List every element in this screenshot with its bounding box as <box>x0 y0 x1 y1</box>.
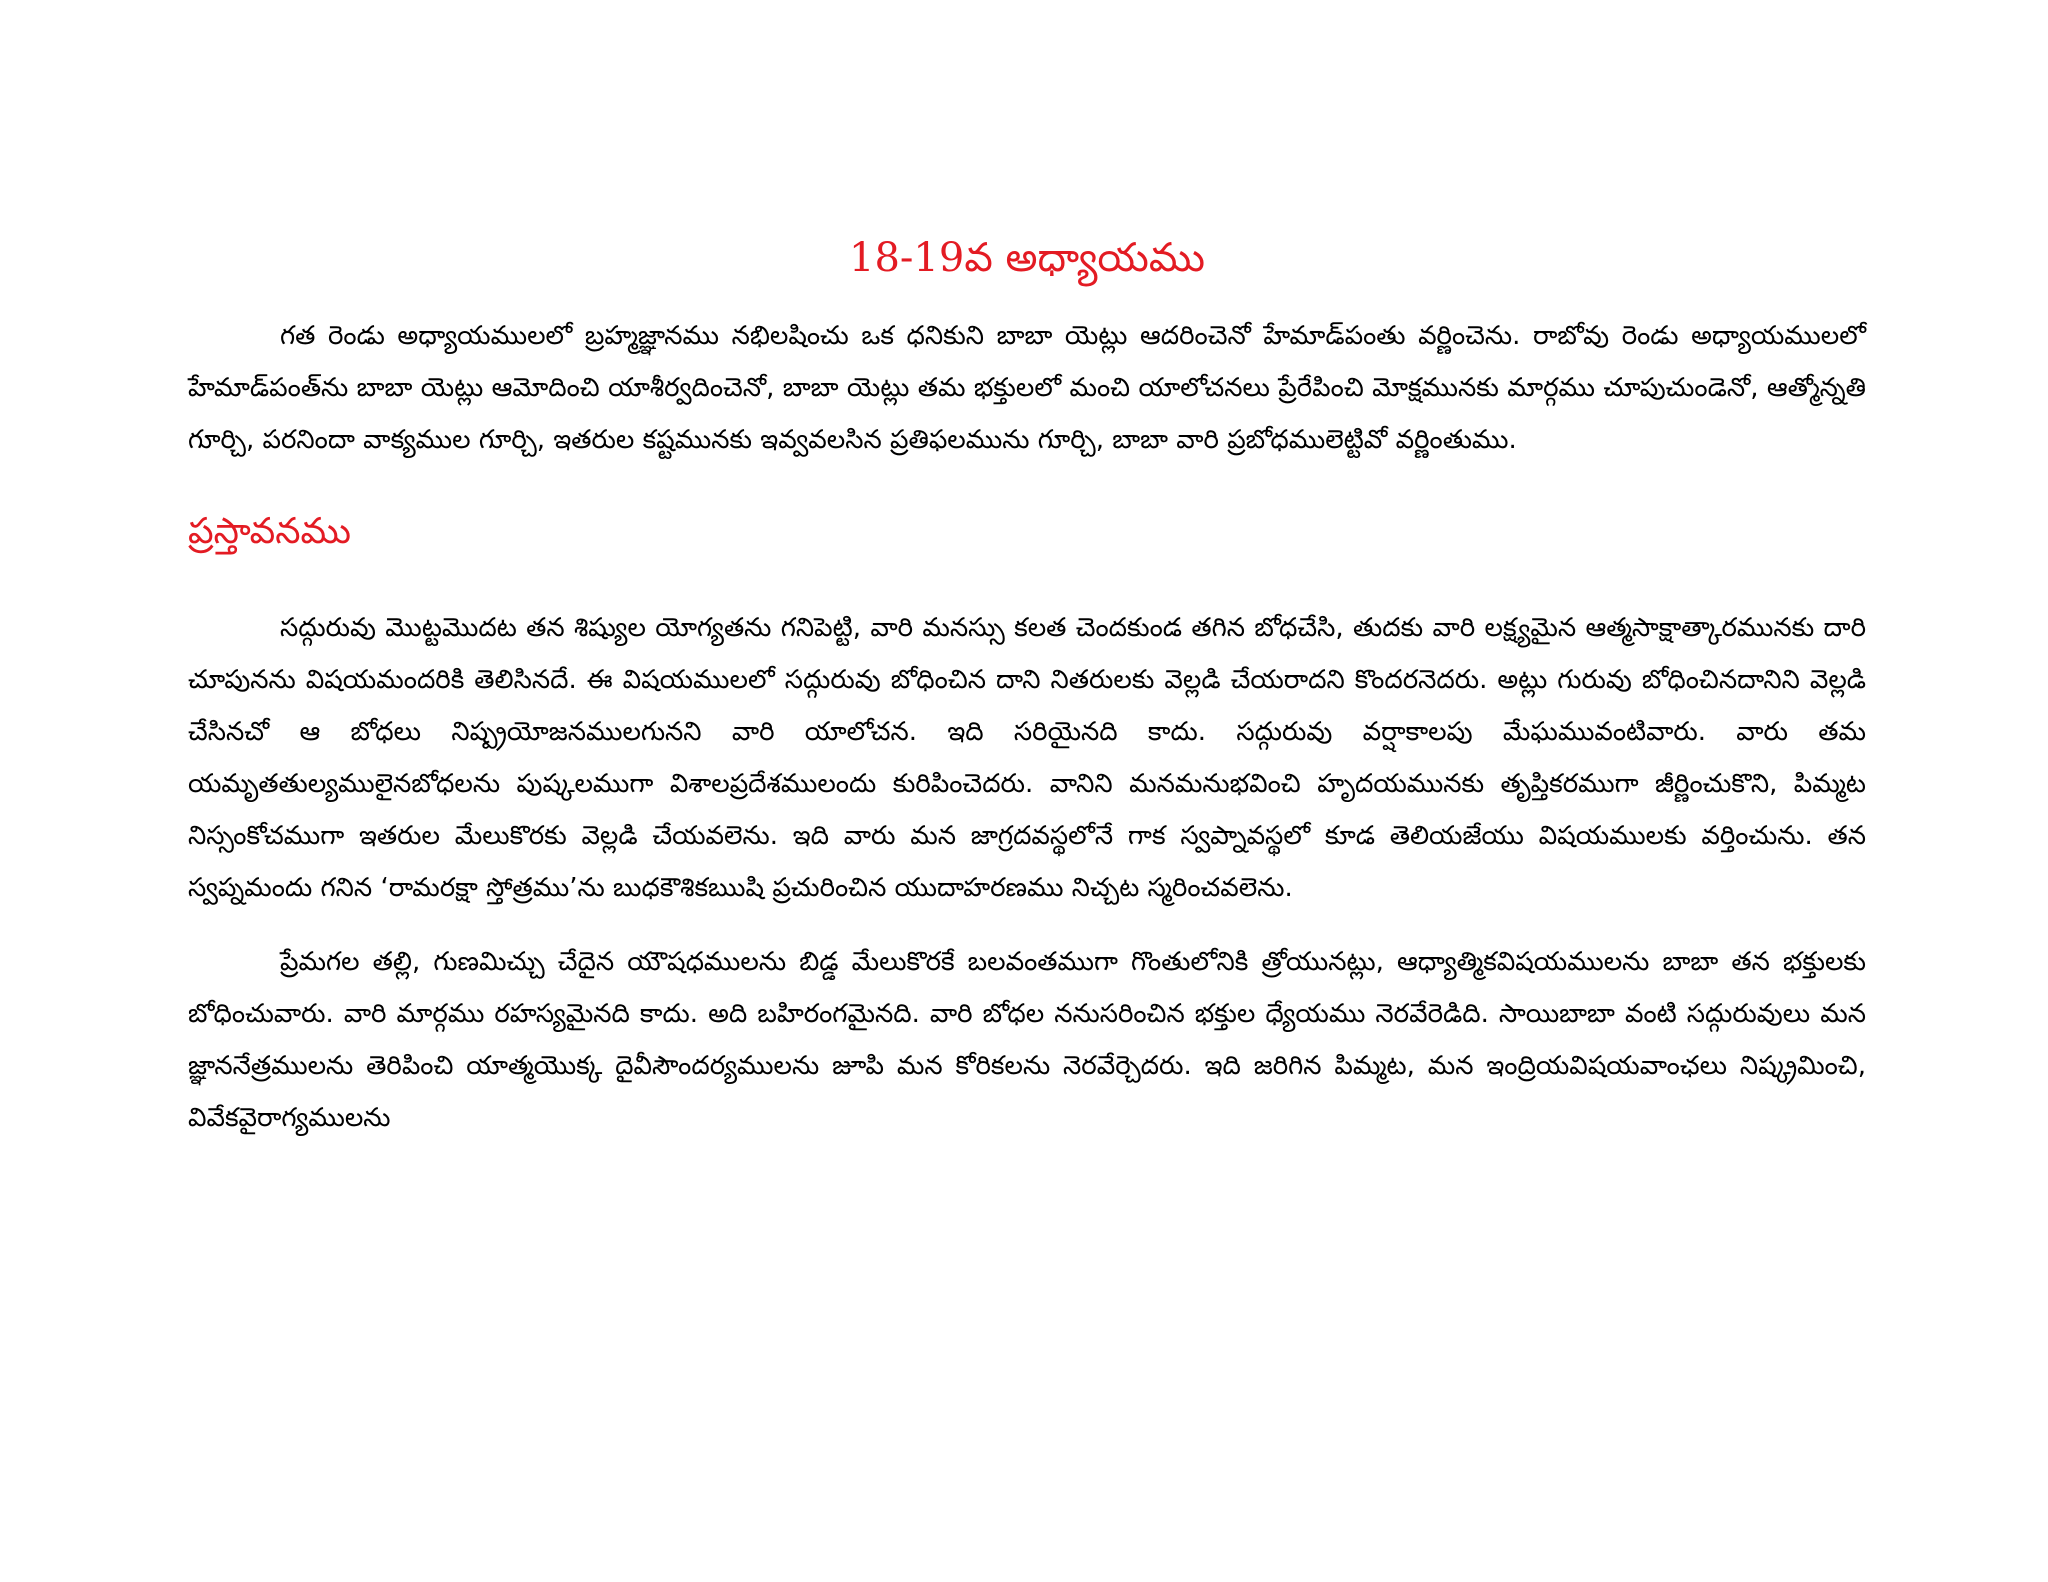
chapter-title: 18-19వ అధ్యాయము <box>849 235 1205 281</box>
body-paragraph-2: ప్రేమగల తల్లి, గుణమిచ్చు చేదైన యౌషధములను బిడ్డ మేలుకొరకే బలవంతముగా గొంతులోనికి త్రోయునట్లు, ఆధ్యాత్మికవిషయములను బాబా తన భక్తులకు బోధించువారు. వారి మార్గము రహస్యమైనది కాదు. అది బహిరంగమైనది. వారి బోధల ననుసరించిన భక్తుల ధ్యేయము నెరవేరెడిది. సాయిబాబా వంటి సద్గురువులు మన జ్ఞాననేత్రములను తెరిపించి యాత్మయొక్క దైవీసౌందర్యములను జూపి మన కోరికలను నెరవేర్చెదరు. ఇది జరిగిన పిమ్మట, మన ఇంద్రియవిషయవాంఛలు నిష్క్రమించి, వివేకవైరాగ్యములను <box>188 947 1866 1133</box>
document-page <box>188 230 1866 1144</box>
section-heading: ప్రస్తావనము <box>188 511 352 552</box>
body-paragraph-1: సద్గురువు మొట్టమొదట తన శిష్యుల యోగ్యతను గనిపెట్టి, వారి మనస్సు కలత చెందకుండ తగిన బోధచేసి, తుదకు వారి లక్ష్యమైన ఆత్మసాక్షాత్కారమునకు దారి చూపునను విషయమందరికి తెలిసినదే. ఈ విషయములలో సద్గురువు బోధించిన దాని నితరులకు వెల్లడి చేయరాదని కొందరనెదరు. అట్లు గురువు బోధించినదానిని వెల్లడి చేసినచో ఆ బోధలు నిష్ప్రయోజనములగునని వారి యాలోచన. ఇది సరియైనది కాదు. సద్గురువు వర్షాకాలపు మేఘమువంటివారు. వారు తమ యమృతతుల్యములైనబోధలను పుష్కలముగా విశాలప్రదేశములందు కురిపించెదరు. వానిని మనమనుభవించి హృదయమునకు తృప్తికరముగా జీర్ణించుకొని, పిమ్మట నిస్సంకోచముగా ఇతరుల మేలుకొరకు వెల్లడి చేయవలెను. ఇది వారు మన జాగ్రదవస్థలోనే గాక స్వప్నావస్థలో కూడ తెలియజేయు విషయములకు వర్తించును. తన స్వప్నమందు గనిన ‘రామరక్షా స్తోత్రము’ను బుధకౌశికఋషి ప్రచురించిన యుదాహరణము నిచ్చట స్మరించవలెను. <box>188 613 1866 903</box>
intro-paragraph: గత రెండు అధ్యాయములలో బ్రహ్మజ్ఞానము నభిలషించు ఒక ధనికుని బాబా యెట్లు ఆదరించెనో హేమాడ్‌పంతు వర్ణించెను. రాబోవు రెండు అధ్యాయములలో హేమాడ్‌పంత్‌ను బాబా యెట్లు ఆమోదించి యాశీర్వదించెనో, బాబా యెట్లు తమ భక్తులలో మంచి యాలోచనలు ప్రేరేపించి మోక్షమునకు మార్గము చూపుచుండెనో, ఆత్మోన్నతి గూర్చి, పరనిందా వాక్యముల గూర్చి, ఇతరుల కష్టమునకు ఇవ్వవలసిన ప్రతిఫలమును గూర్చి, బాబా వారి ప్రబోధములెట్టివో వర్ణింతుము. <box>188 321 1866 455</box>
paragraph-gap <box>188 914 1866 936</box>
